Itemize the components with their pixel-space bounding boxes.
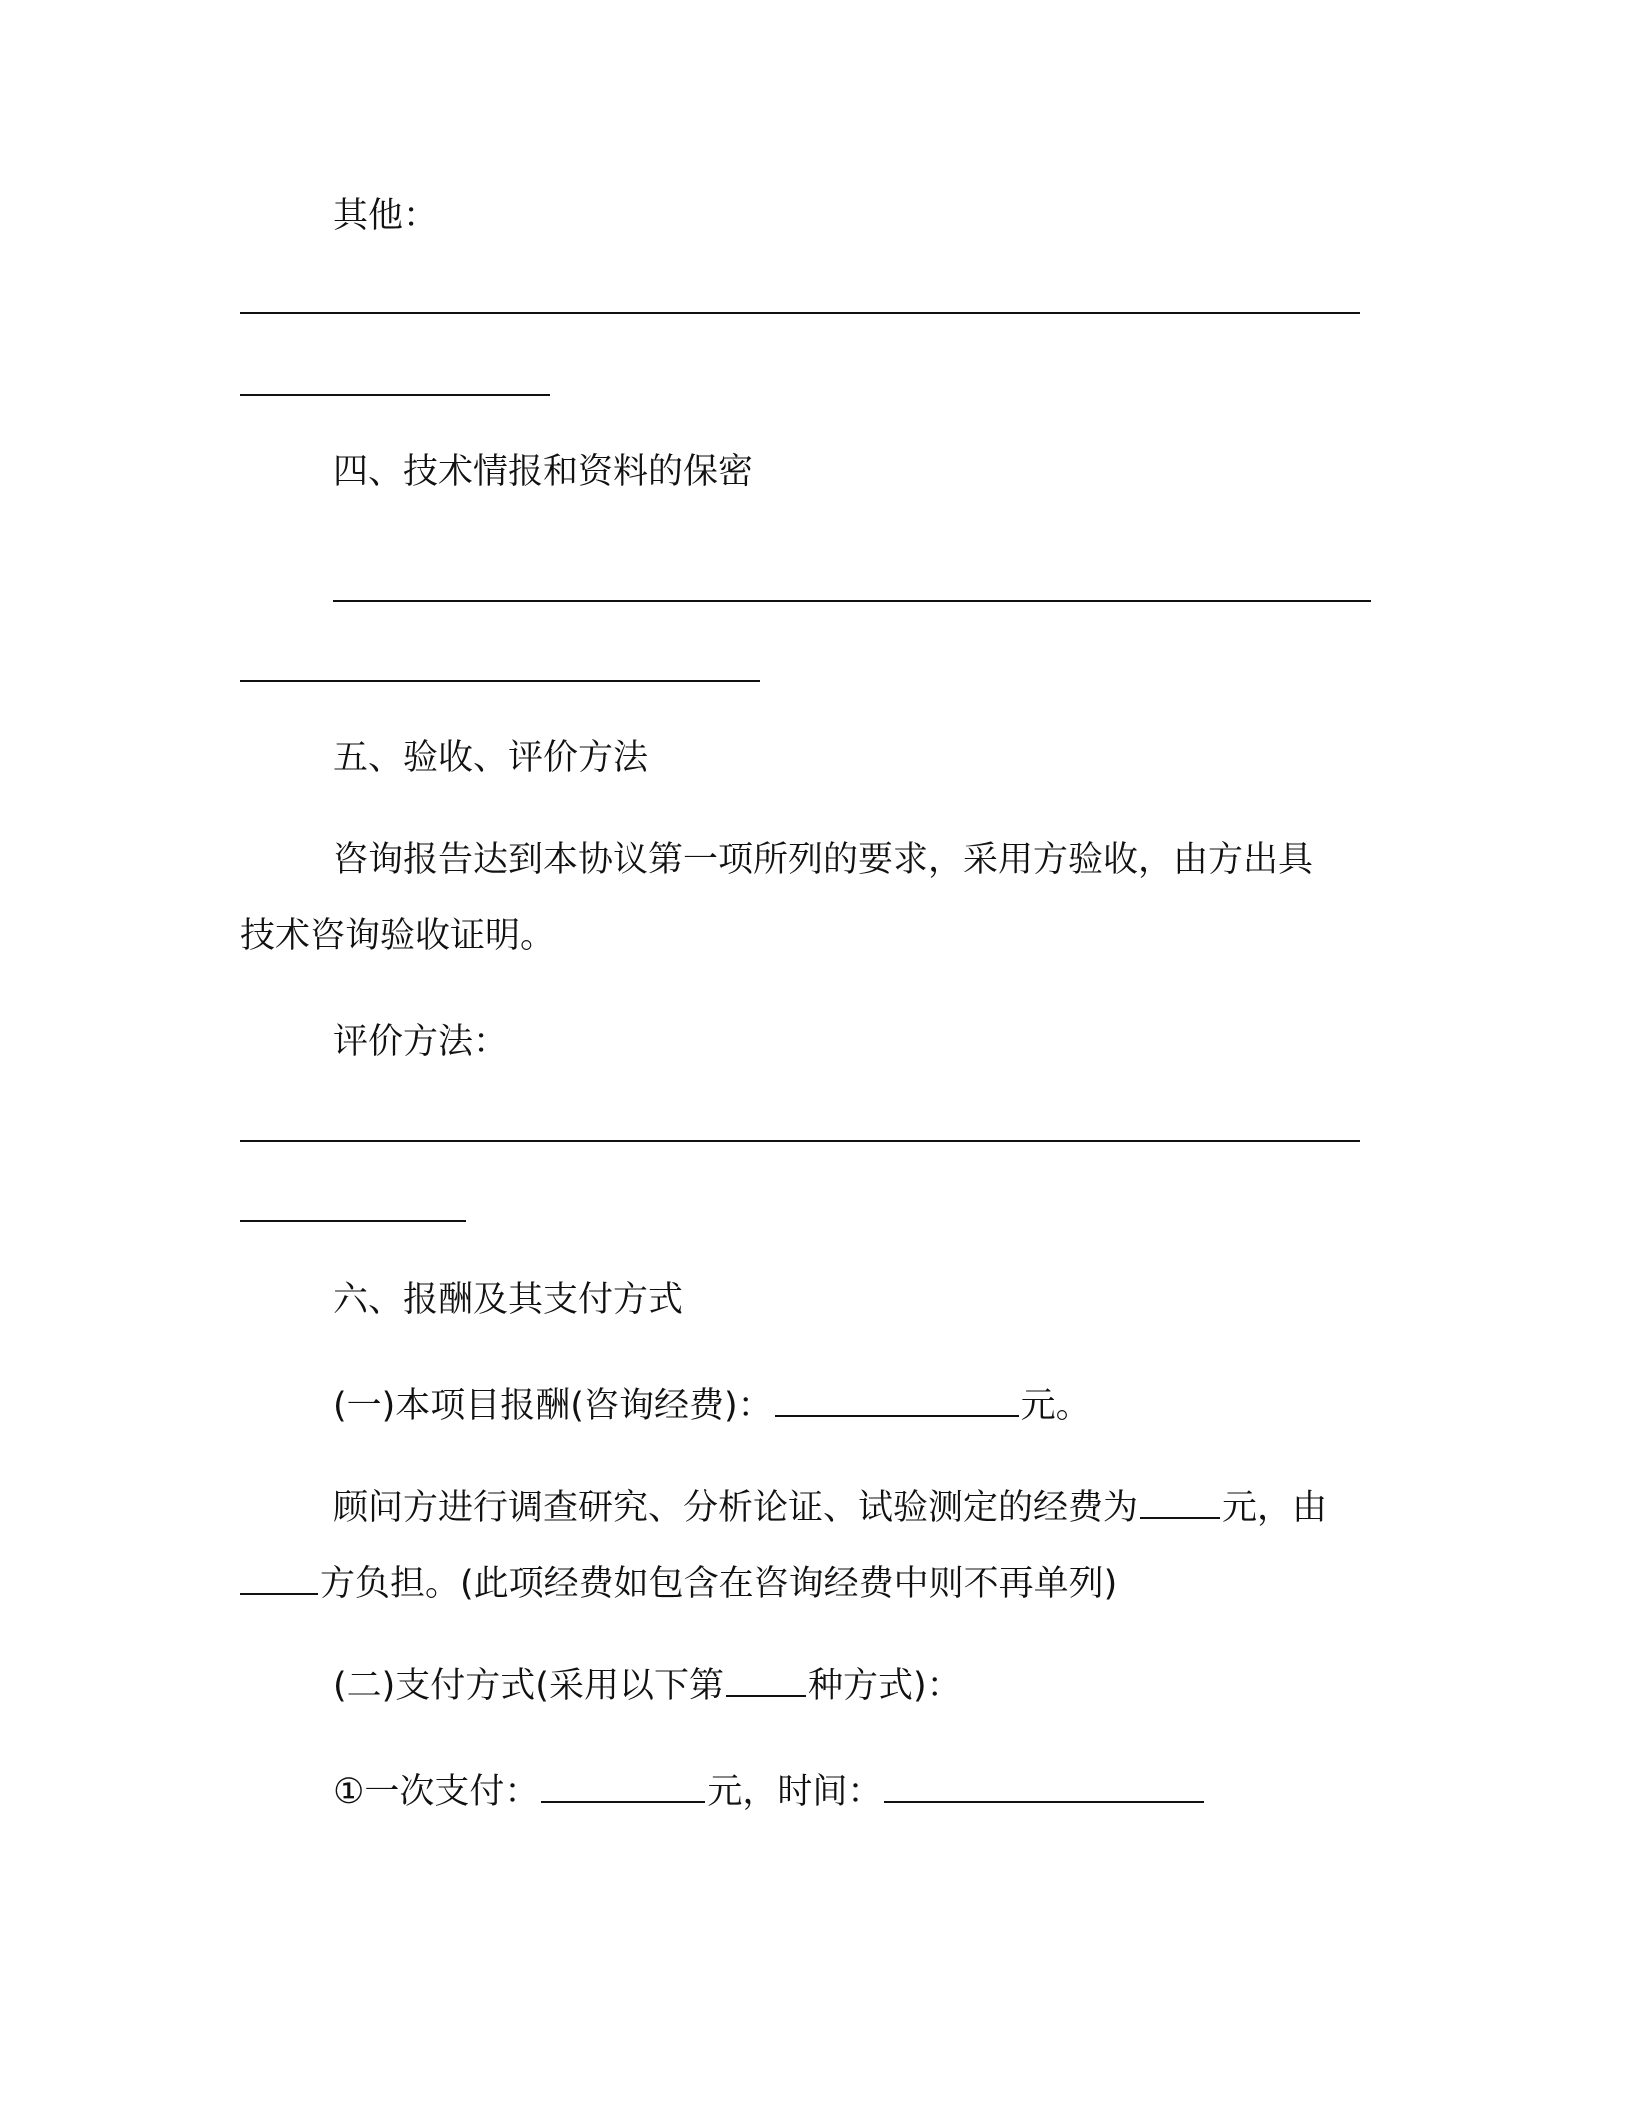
payment-suffix: 种方式)： xyxy=(807,1666,962,1706)
section4-fill-line-1 xyxy=(333,600,1371,602)
other-label: 其他： xyxy=(333,196,439,236)
lump-prefix: ①一次支付： xyxy=(333,1772,540,1812)
research-amount-blank xyxy=(1140,1516,1220,1519)
evaluation-fill-line-2 xyxy=(240,1220,466,1222)
other-fill-line-2 xyxy=(240,394,550,396)
research-prefix: 顾问方进行调查研究、分析论证、试验测定的经费为 xyxy=(333,1488,1139,1528)
research-line-2 xyxy=(240,1562,1117,1606)
lump-mid: 元，时间： xyxy=(707,1772,883,1812)
research-mid: 元，由 xyxy=(1222,1488,1328,1528)
payment-method-line xyxy=(333,1664,962,1708)
lump-amount-blank xyxy=(541,1800,705,1803)
evaluation-label: 评价方法： xyxy=(333,1022,509,1062)
fee-suffix: 元。 xyxy=(1020,1386,1091,1426)
evaluation-fill-line-1 xyxy=(240,1140,1360,1142)
acceptance-line-2: 技术咨询验收证明。 xyxy=(240,916,556,956)
section4-title: 四、技术情报和资料的保密 xyxy=(333,452,754,492)
fee-blank xyxy=(775,1414,1019,1417)
fee-prefix: (一)本项目报酬(咨询经费)： xyxy=(333,1386,773,1426)
lump-sum-line xyxy=(333,1770,1206,1814)
research-suffix: 方负担。(此项经费如包含在咨询经费中则不再单列) xyxy=(320,1564,1118,1604)
section5-title: 五、验收、评价方法 xyxy=(333,738,649,778)
research-line-1 xyxy=(333,1486,1327,1530)
research-party-blank xyxy=(240,1592,318,1595)
payment-choice-blank xyxy=(726,1694,806,1697)
fee-line xyxy=(333,1384,1091,1428)
section4-fill-line-2 xyxy=(240,680,760,682)
payment-prefix: (二)支付方式(采用以下第 xyxy=(333,1666,724,1706)
acceptance-line-1: 咨询报告达到本协议第一项所列的要求，采用方验收，由方出具 xyxy=(333,840,1314,880)
other-fill-line-1 xyxy=(240,312,1360,314)
section6-title: 六、报酬及其支付方式 xyxy=(333,1280,684,1320)
lump-time-blank xyxy=(884,1800,1204,1803)
